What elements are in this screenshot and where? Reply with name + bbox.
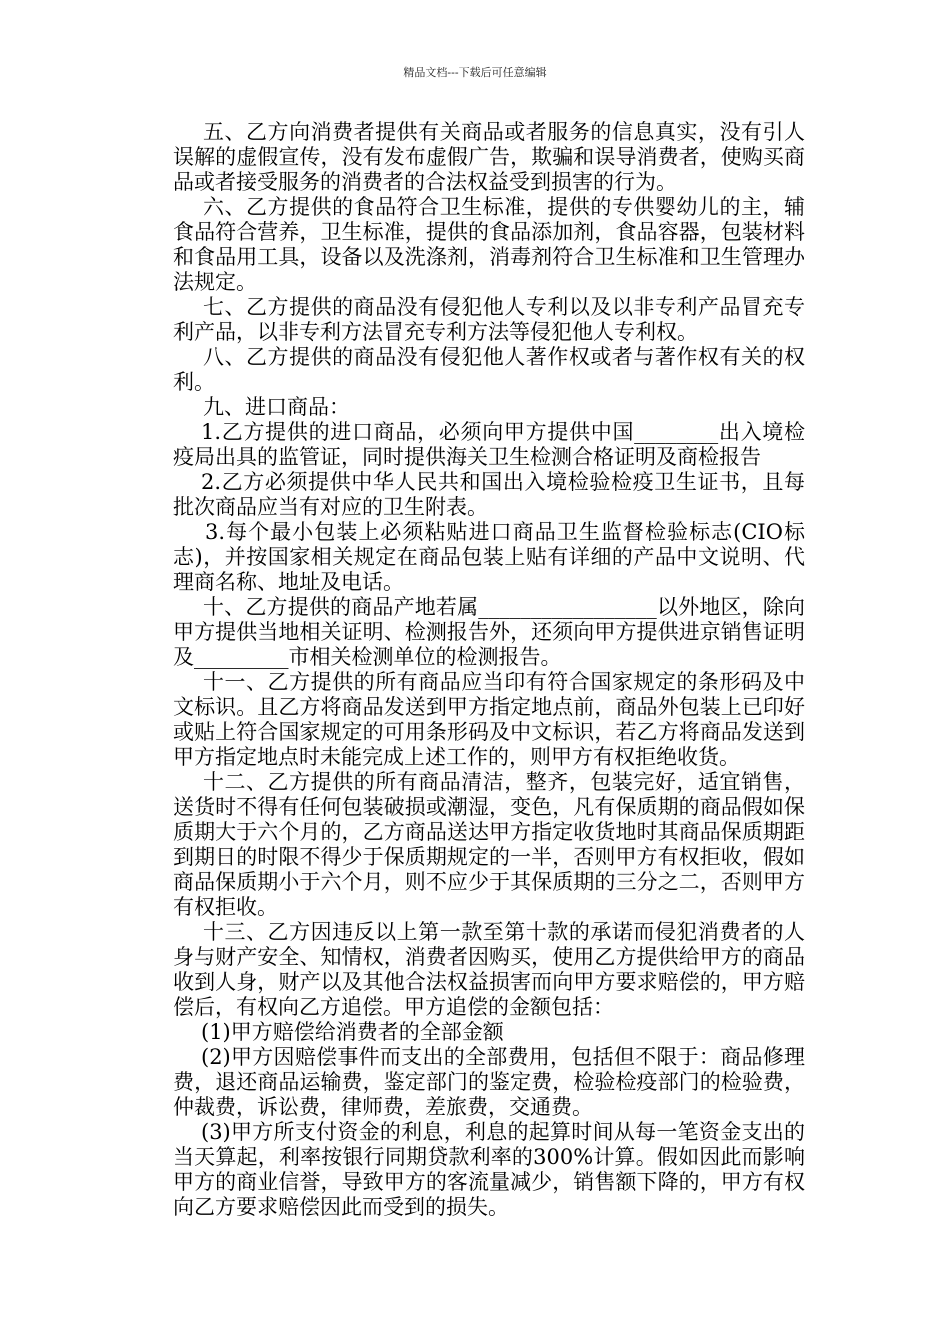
paragraph-clause-10: 十、乙方提供的商品产地若属_________________以外地区，除向甲方提供当地相关证明、检测报告外，还须向甲方提供进京销售证明及_________市相关检测单位的检测报告。 [173,595,805,669]
paragraph-clause-8: 八、乙方提供的商品没有侵犯他人著作权或者与著作权有关的权利。 [173,345,805,394]
paragraph-clause-13-item-1: (1)甲方赔偿给消费者的全部金额 [201,1020,504,1044]
paragraph-clause-13: 十三、乙方因违反以上第一款至第十款的承诺而侵犯消费者的人身与财产安全、知情权，消费者因购买，使用乙方提供给甲方的商品收到人身，财产以及其他合法权益损害而向甲方要求赔偿的，甲方赔偿后，有权向乙方追偿。甲方追偿的金额包括： [173,920,805,1019]
paragraph-clause-7: 七、乙方提供的商品没有侵犯他人专利以及以非专利产品冒充专利产品，以非专利方法冒充专利方法等侵犯他人专利权。 [173,295,805,344]
paragraph-clause-11: 十一、乙方提供的所有商品应当印有符合国家规定的条形码及中文标识。且乙方将商品发送到甲方指定地点前，商品外包装上已印好或贴上符合国家规定的可用条形码及中文标识，若乙方将商品发送到甲方指定地点时未能完成上述工作的，则甲方有权拒绝收货。 [173,670,805,769]
paragraph-clause-9-item-3: 3.每个最小包装上必须粘贴进口商品卫生监督检验标志(CIO标志)，并按国家相关规定在商品包装上贴有详细的产品中文说明、代理商名称、地址及电话。 [173,520,805,594]
document-body [173,120,805,1220]
paragraph-clause-6: 六、乙方提供的食品符合卫生标准，提供的专供婴幼儿的主，辅食品符合营养，卫生标准，提供的食品添加剂，食品容器，包装材料和食品用工具，设备以及洗涤剂，消毒剂符合卫生标准和卫生管理办法规定。 [173,195,805,294]
paragraph-clause-13-item-3: (3)甲方所支付资金的利息，利息的起算时间从每一笔资金支出的当天算起，利率按银行同期贷款利率的300%计算。假如因此而影响甲方的商业信誉，导致甲方的客流量减少，销售额下降的，甲方有权向乙方要求赔偿因此而受到的损失。 [173,1120,805,1219]
paragraph-clause-5: 五、乙方向消费者提供有关商品或者服务的信息真实，没有引人误解的虚假宣传，没有发布虚假广告，欺骗和误导消费者，使购买商品或者接受服务的消费者的合法权益受到损害的行为。 [173,120,805,194]
paragraph-clause-12: 十二、乙方提供的所有商品清洁，整齐，包装完好，适宜销售，送货时不得有任何包装破损或潮湿，变色，凡有保质期的商品假如保质期大于六个月的，乙方商品送达甲方指定收货地时其商品保质期距到期日的时限不得少于保质期规定的一半，否则甲方有权拒收，假如商品保质期小于六个月，则不应少于其保质期的三分之二，否则甲方有权拒收。 [173,770,805,919]
paragraph-clause-9-item-1: 1.乙方提供的进口商品，必须向甲方提供中国________出入境检疫局出具的监管证，同时提供海关卫生检测合格证明及商检报告 [173,420,805,469]
page-header: 精品文档---下载后可任意编辑 [403,66,547,79]
paragraph-clause-9-heading: 九、进口商品： [203,395,350,419]
paragraph-clause-13-item-2: (2)甲方因赔偿事件而支出的全部费用，包括但不限于：商品修理费，退还商品运输费，鉴定部门的鉴定费，检验检疫部门的检验费，仲裁费，诉讼费，律师费，差旅费，交通费。 [173,1045,805,1119]
paragraph-clause-9-item-2: 2.乙方必须提供中华人民共和国出入境检验检疫卫生证书，且每批次商品应当有对应的卫生附表。 [173,470,805,519]
